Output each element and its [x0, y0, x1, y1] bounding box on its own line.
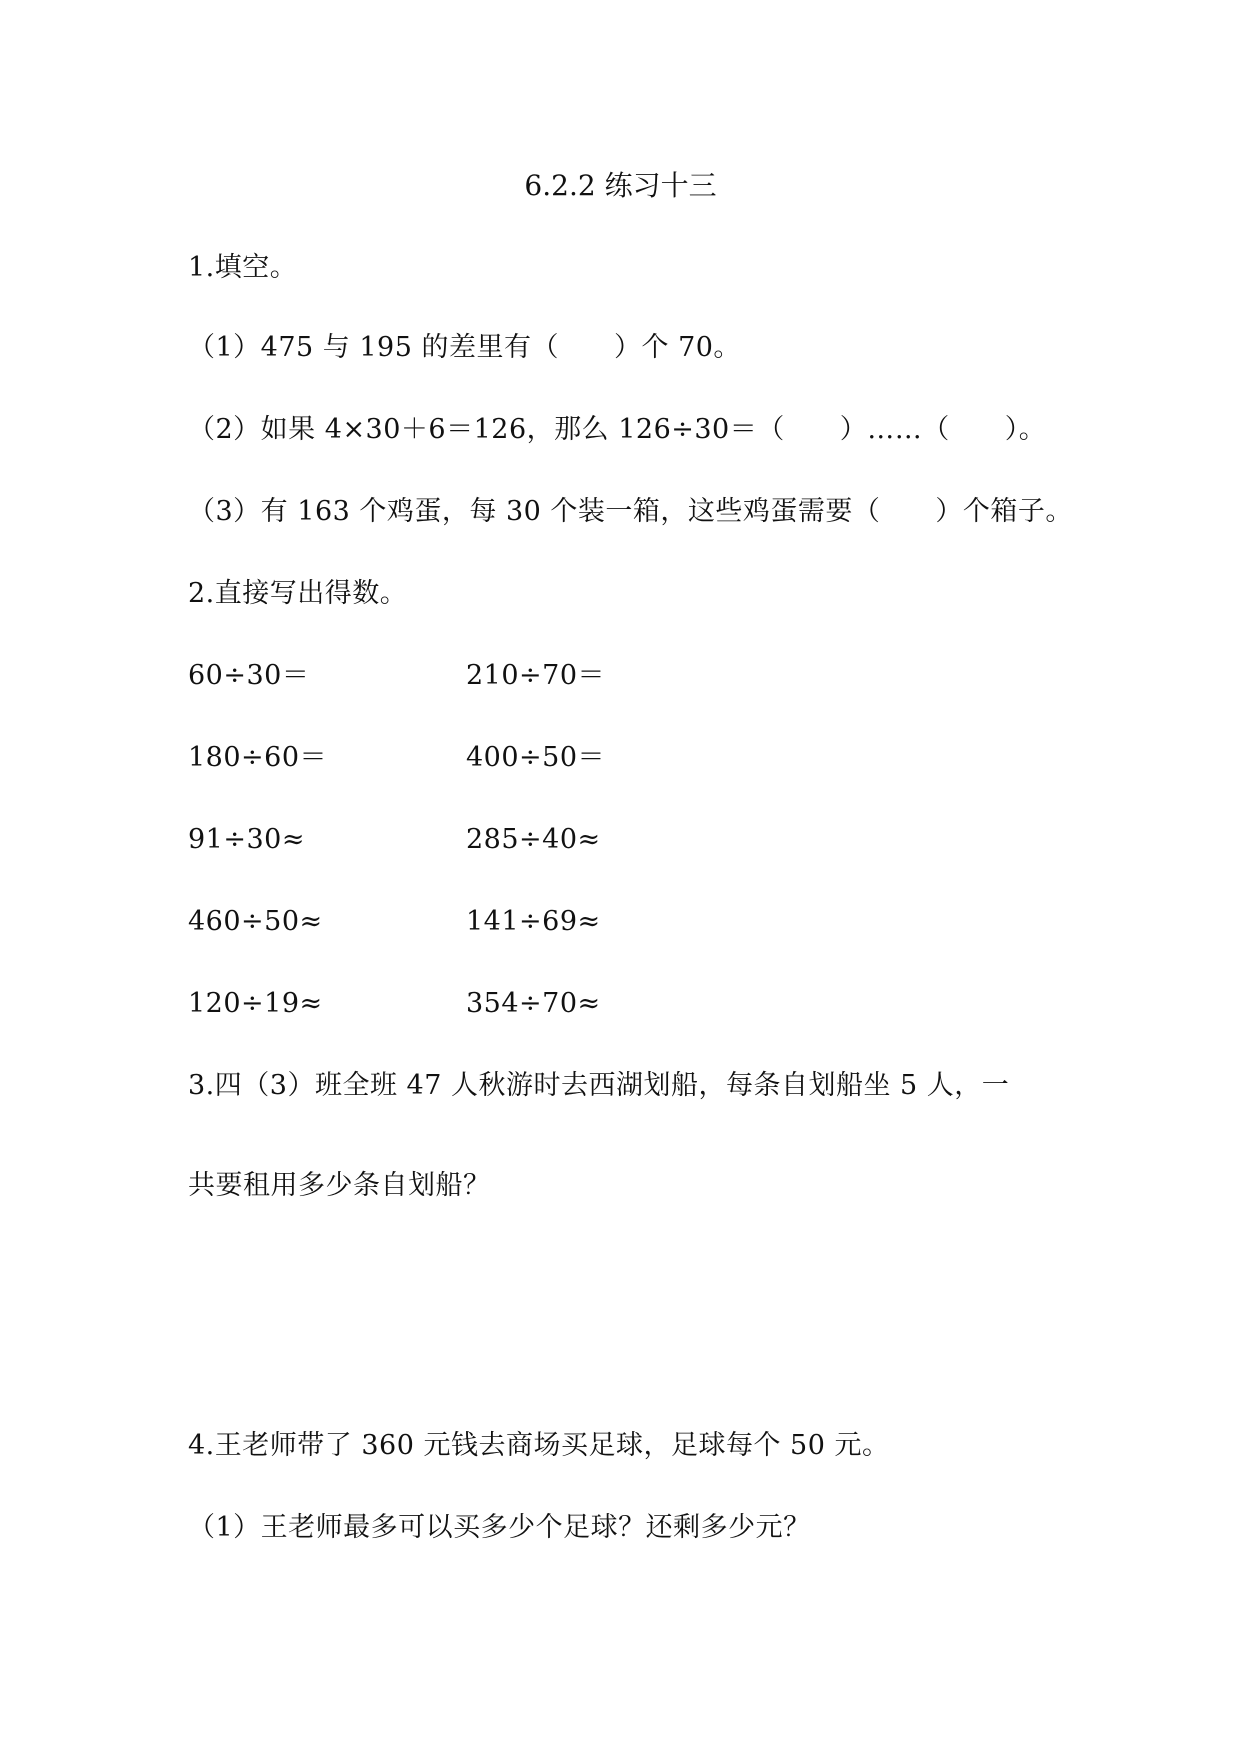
q1-item-2: （2）如果 4×30＋6＝126，那么 126÷30＝（ ）……（ ）。 [188, 414, 1047, 445]
q1-item-1: （1）475 与 195 的差里有（ ）个 70。 [188, 332, 741, 363]
calc-item: 210÷70＝ [466, 660, 606, 691]
q1-heading: 1.填空。 [188, 252, 298, 283]
page-title: 6.2.2 练习十三 [524, 169, 717, 202]
calc-item: 60÷30＝ [188, 660, 310, 691]
q3-text-line-2: 共要租用多少条自划船？ [188, 1170, 491, 1201]
q4-item-1: （1）王老师最多可以买多少个足球？还剩多少元？ [188, 1512, 811, 1543]
q1-item-3: （3）有 163 个鸡蛋，每 30 个装一箱，这些鸡蛋需要（ ）个箱子。 [188, 496, 1073, 527]
calc-item: 400÷50＝ [466, 742, 606, 773]
calc-item: 141÷69≈ [466, 906, 601, 937]
q3-text-line-1: 3.四（3）班全班 47 人秋游时去西湖划船，每条自划船坐 5 人，一 [188, 1070, 1010, 1101]
calc-item: 460÷50≈ [188, 906, 323, 937]
q2-heading: 2.直接写出得数。 [188, 578, 408, 609]
calc-item: 180÷60＝ [188, 742, 328, 773]
calc-item: 120÷19≈ [188, 988, 323, 1019]
calc-item: 285÷40≈ [466, 824, 601, 855]
calc-item: 354÷70≈ [466, 988, 601, 1019]
calc-item: 91÷30≈ [188, 824, 305, 855]
q4-heading: 4.王老师带了 360 元钱去商场买足球，足球每个 50 元。 [188, 1430, 890, 1461]
